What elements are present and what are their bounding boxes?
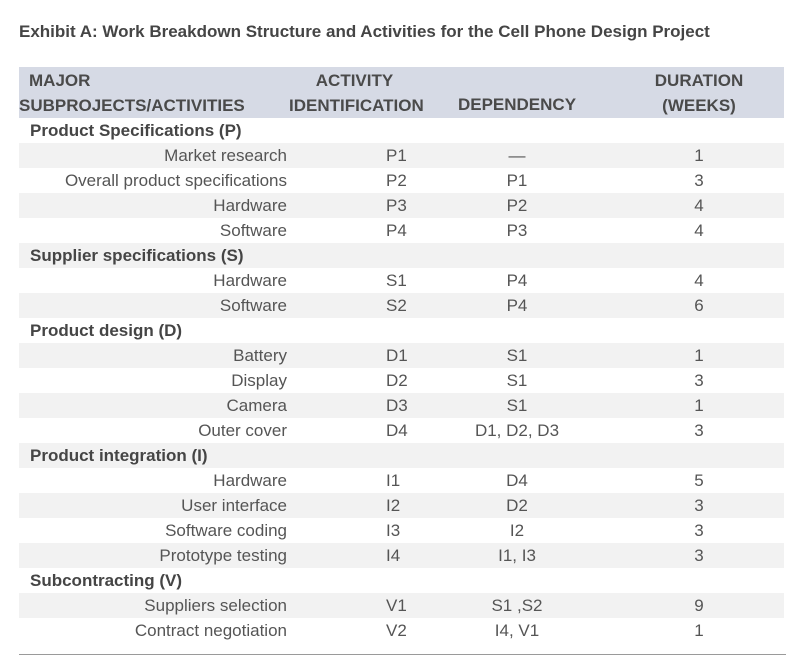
activity-duration: 4 [694, 221, 704, 240]
activity-dependency: P2 [506, 196, 528, 215]
table-row [19, 168, 784, 193]
activity-duration: 9 [694, 596, 704, 615]
activity-id: S2 [386, 296, 407, 315]
activity-name: Software [219, 221, 287, 240]
activity-duration: 4 [694, 271, 704, 290]
group-row-supplier-specifications [19, 243, 784, 268]
activity-name: Prototype testing [159, 546, 287, 565]
activity-name: Contract negotiation [134, 621, 287, 640]
table-header [19, 67, 784, 118]
header-subprojects [19, 67, 289, 118]
activity-dependency: S1 [506, 346, 528, 365]
activity-name: Overall product specifications [64, 171, 287, 190]
header-duration [614, 67, 784, 118]
activity-duration: 6 [694, 296, 704, 315]
activity-duration: 1 [694, 396, 704, 415]
header-subprojects-line1: MAJOR [29, 70, 91, 90]
activity-id: S1 [386, 271, 407, 290]
activity-dependency: S1 [506, 396, 528, 415]
header-row [19, 67, 784, 118]
header-duration-line1: DURATION [654, 70, 744, 90]
activity-name: Display [231, 371, 287, 390]
table-row [19, 218, 784, 243]
group-label: Product integration (I) [30, 446, 208, 465]
activity-dependency: D4 [506, 471, 528, 490]
table-row [19, 518, 784, 543]
table-row [19, 593, 784, 618]
activity-duration: 1 [694, 346, 704, 365]
group-row-subcontracting [19, 568, 784, 593]
group-label: Subcontracting (V) [30, 571, 183, 590]
table-row [19, 393, 784, 418]
activity-duration: 3 [694, 171, 704, 190]
header-activity-id-line1: ACTIVITY [315, 70, 394, 90]
wbs-table [19, 67, 784, 643]
group-label: Product design (D) [30, 321, 183, 340]
group-row-product-design [19, 318, 784, 343]
activity-dependency: P1 [506, 171, 528, 190]
activity-name: Outer cover [198, 421, 287, 440]
activity-id: I4 [386, 546, 401, 565]
table-row [19, 543, 784, 568]
header-dependency: DEPENDENCY [457, 95, 577, 114]
activity-id: V2 [386, 621, 407, 640]
activity-name: Software [219, 296, 287, 315]
activity-dependency: P4 [506, 296, 528, 315]
activity-name: Software coding [165, 521, 287, 540]
activity-dependency: D2 [506, 496, 528, 515]
activity-duration: 3 [694, 521, 704, 540]
activity-duration: 3 [694, 371, 704, 390]
activity-name: Hardware [213, 471, 287, 490]
activity-dependency: I4, V1 [494, 621, 540, 640]
group-label: Supplier specifications (S) [30, 246, 244, 265]
bottom-divider [19, 654, 786, 655]
activity-duration: 5 [694, 471, 704, 490]
header-activity-id-line2: IDENTIFICATION [289, 95, 424, 115]
activity-name: Hardware [213, 271, 287, 290]
activity-duration: 1 [694, 146, 704, 165]
activity-dependency: I2 [509, 521, 525, 540]
table-row [19, 343, 784, 368]
group-label: Product Specifications (P) [30, 121, 242, 140]
activity-duration: 3 [694, 421, 704, 440]
table-row [19, 618, 784, 643]
table-row [19, 193, 784, 218]
activity-id: V1 [386, 596, 407, 615]
activity-id: D2 [386, 371, 408, 390]
activity-name: Market research [164, 146, 287, 165]
activity-dependency: S1 ,S2 [491, 596, 543, 615]
group-row-product-specifications [19, 118, 784, 143]
activity-id: D4 [386, 421, 408, 440]
activity-duration: 1 [694, 621, 704, 640]
activity-dependency: — [508, 146, 526, 165]
table-row [19, 418, 784, 443]
activity-duration: 3 [694, 546, 704, 565]
activity-name: User interface [181, 496, 287, 515]
activity-name: Battery [233, 346, 287, 365]
exhibit-title: Exhibit A: Work Breakdown Structure and Activities for the Cell Phone Design Project [19, 22, 710, 41]
header-duration-line2: (WEEKS) [662, 95, 736, 115]
activity-duration: 4 [694, 196, 704, 215]
activity-id: I2 [386, 496, 401, 515]
activity-id: D3 [386, 396, 408, 415]
activity-id: P4 [386, 221, 407, 240]
activity-dependency: I1, I3 [498, 546, 536, 565]
activity-dependency: P4 [506, 271, 528, 290]
header-subprojects-line2: SUBPROJECTS/ACTIVITIES [19, 95, 245, 115]
activity-id: I3 [386, 521, 401, 540]
table-row [19, 143, 784, 168]
activity-id: I1 [386, 471, 401, 490]
table-row [19, 293, 784, 318]
activity-id: P1 [386, 146, 407, 165]
activity-dependency: S1 [506, 371, 528, 390]
activity-name: Hardware [213, 196, 287, 215]
group-row-product-integration [19, 443, 784, 468]
table-row [19, 268, 784, 293]
activity-id: P3 [386, 196, 407, 215]
table-body [19, 118, 784, 643]
table-row [19, 493, 784, 518]
activity-id: P2 [386, 171, 407, 190]
activity-dependency: P3 [506, 221, 528, 240]
activity-id: D1 [386, 346, 408, 365]
table-row [19, 368, 784, 393]
activity-dependency: D1, D2, D3 [474, 421, 560, 440]
activity-name: Suppliers selection [144, 596, 287, 615]
activity-name: Camera [226, 396, 287, 415]
header-activity-id [289, 67, 424, 118]
table-row [19, 468, 784, 493]
activity-duration: 3 [694, 496, 704, 515]
